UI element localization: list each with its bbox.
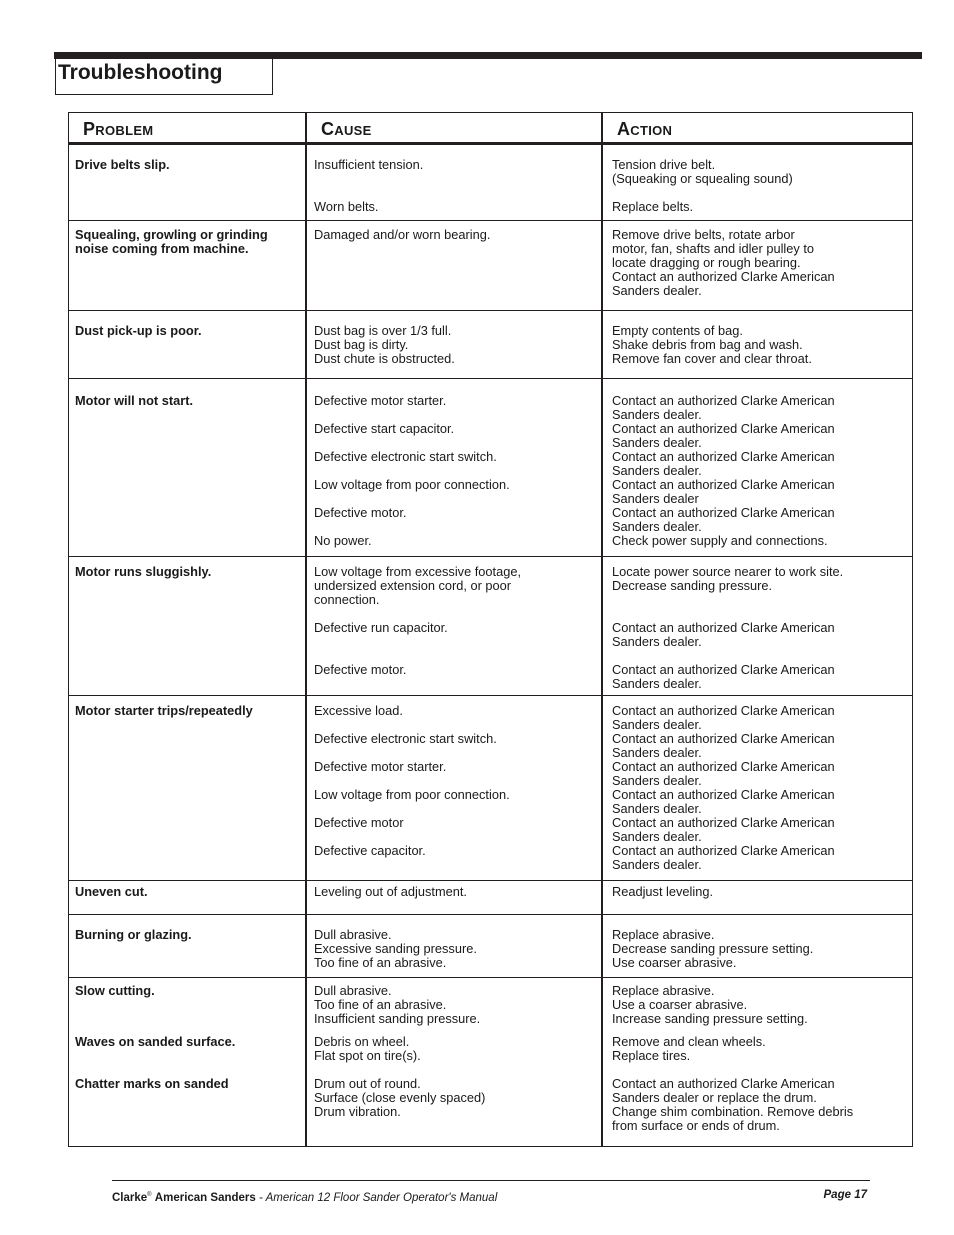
action-cell [612, 324, 907, 379]
problem-cell: Dust pick-up is poor. [75, 323, 202, 338]
cause-text: Excessive load. [314, 703, 403, 718]
footer-brand-name: American Sanders [154, 1191, 256, 1204]
header-problem: Problem [83, 119, 154, 139]
cause-cell [314, 704, 594, 881]
action-cell [612, 1077, 907, 1147]
action-text: Contact an authorized Clarke American Sanders dealer. [612, 393, 835, 422]
footer-manual-title: - American 12 Floor Sander Operator's Manual [255, 1191, 498, 1204]
action-text: Contact an authorized Clarke American Sanders dealer. [612, 449, 835, 478]
cause-cell [314, 228, 594, 311]
cause-text: Defective electronic start switch. [314, 449, 497, 464]
cause-text: Defective motor starter. [314, 759, 447, 774]
action-cell [612, 1035, 907, 1077]
cause-text: Defective run capacitor. [314, 620, 448, 635]
table-row [69, 311, 912, 379]
table-row [69, 1077, 912, 1147]
action-text: Contact an authorized Clarke American Sanders dealer. [612, 787, 835, 816]
cause-text: Low voltage from poor connection. [314, 787, 510, 802]
page-number: Page 17 [823, 1189, 867, 1201]
problem-cell: Motor starter trips/repeatedly [75, 703, 253, 718]
action-text: Contact an authorized Clarke American Sanders dealer. [612, 815, 835, 844]
footer-brand: Clarke [112, 1191, 148, 1204]
table-row [69, 915, 912, 978]
footer-rule [112, 1180, 870, 1181]
title-box [55, 59, 273, 95]
table-header [69, 113, 912, 145]
cause-cell [314, 158, 594, 221]
table-row [69, 1035, 912, 1077]
cause-text: Insufficient tension. [314, 157, 424, 172]
action-text: Readjust leveling. [612, 884, 714, 899]
action-text: Contact an authorized Clarke American Sanders dealer. [612, 421, 835, 450]
footer [112, 1188, 870, 1205]
action-text: Contact an authorized Clarke American Sanders dealer. [612, 620, 835, 649]
problem-cell: Squealing, growling or grinding noise coming from machine. [75, 227, 268, 256]
table-row [69, 379, 912, 557]
cause-cell [314, 1077, 594, 1147]
table-row [69, 557, 912, 696]
cause-cell [314, 565, 594, 696]
action-text: Tension drive belt. (Squeaking or squealing sound) [612, 157, 793, 186]
cause-text: Defective capacitor. [314, 843, 426, 858]
page-title: Troubleshooting [58, 61, 223, 84]
cause-text: Low voltage from poor connection. [314, 477, 510, 492]
cause-text: Debris on wheel. Flat spot on tire(s). [314, 1034, 421, 1063]
cause-cell [314, 324, 594, 379]
action-text: Remove and clean wheels. Replace tires. [612, 1034, 766, 1063]
cause-text: Leveling out of adjustment. [314, 884, 467, 899]
action-cell [612, 984, 907, 1035]
troubleshooting-table [68, 112, 913, 1147]
action-cell [612, 885, 907, 915]
action-cell [612, 158, 907, 221]
cause-text: Dull abrasive. Excessive sanding pressure. Too fine of an abrasive. [314, 927, 477, 970]
cause-text: Defective electronic start switch. [314, 731, 497, 746]
action-text: Contact an authorized Clarke American Sanders dealer. [612, 505, 835, 534]
cause-text: Defective motor. [314, 662, 407, 677]
action-text: Replace abrasive. Use a coarser abrasive. Increase sanding pressure setting. [612, 983, 808, 1026]
action-cell [612, 228, 907, 311]
action-text: Contact an authorized Clarke American Sanders dealer. [612, 703, 835, 732]
header-action: Action [617, 119, 673, 139]
cause-text: Defective motor. [314, 505, 407, 520]
cause-text: Worn belts. [314, 199, 379, 214]
problem-cell: Waves on sanded surface. [75, 1034, 236, 1049]
action-text: Contact an authorized Clarke American Sanders dealer. [612, 843, 835, 872]
header-cause: Cause [321, 119, 372, 139]
problem-cell: Drive belts slip. [75, 157, 170, 172]
action-text: Replace belts. [612, 199, 694, 214]
footer-reg-mark: ® [147, 1192, 152, 1198]
action-text: Empty contents of bag. Shake debris from bag and wash. Remove fan cover and clear throat. [612, 323, 812, 366]
action-text: Replace abrasive. Decrease sanding pressure setting. Use coarser abrasive. [612, 927, 814, 970]
action-text: Remove drive belts, rotate arbor motor, fan, shafts and idler pulley to locate dragging or rough bearing. Contact an authorized Clarke American Sanders dealer. [612, 227, 835, 298]
cause-cell [314, 1035, 594, 1077]
cause-cell [314, 984, 594, 1035]
cause-text: Defective motor starter. [314, 393, 447, 408]
action-text: Contact an authorized Clarke American Sanders dealer. [612, 731, 835, 760]
action-cell [612, 928, 907, 978]
action-text: Contact an authorized Clarke American Sanders dealer. [612, 662, 835, 691]
problem-cell: Burning or glazing. [75, 927, 192, 942]
header-rule [54, 52, 922, 59]
cause-cell [314, 394, 594, 557]
cause-text: Dust bag is over 1/3 full. Dust bag is dirty. Dust chute is obstructed. [314, 323, 455, 366]
action-cell [612, 565, 907, 696]
table-row [69, 881, 912, 915]
cause-text: Damaged and/or worn bearing. [314, 227, 491, 242]
action-text: Contact an authorized Clarke American Sanders dealer or replace the drum. Change shim combination. Remove debris from surface or ends of drum. [612, 1076, 854, 1133]
table-row [69, 978, 912, 1035]
cause-text: Defective start capacitor. [314, 421, 455, 436]
action-text: Contact an authorized Clarke American Sanders dealer [612, 477, 835, 506]
problem-cell: Motor runs sluggishly. [75, 564, 212, 579]
table-row [69, 145, 912, 221]
cause-text: Low voltage from excessive footage, undersized extension cord, or poor connection. [314, 564, 521, 607]
problem-cell: Slow cutting. [75, 983, 155, 998]
action-text: Contact an authorized Clarke American Sanders dealer. [612, 759, 835, 788]
action-cell [612, 704, 907, 881]
cause-text: Dull abrasive. Too fine of an abrasive. Insufficient sanding pressure. [314, 983, 481, 1026]
problem-cell: Uneven cut. [75, 884, 148, 899]
cause-text: No power. [314, 533, 372, 548]
problem-cell: Chatter marks on sanded [75, 1076, 229, 1091]
cause-cell [314, 885, 594, 915]
cause-text: Defective motor [314, 815, 404, 830]
problem-cell: Motor will not start. [75, 393, 194, 408]
action-cell [612, 394, 907, 557]
cause-text: Drum out of round. Surface (close evenly spaced) Drum vibration. [314, 1076, 486, 1119]
action-text: Check power supply and connections. [612, 533, 828, 548]
table-row [69, 221, 912, 311]
table-row [69, 696, 912, 881]
action-text: Locate power source nearer to work site. Decrease sanding pressure. [612, 564, 844, 593]
cause-cell [314, 928, 594, 978]
